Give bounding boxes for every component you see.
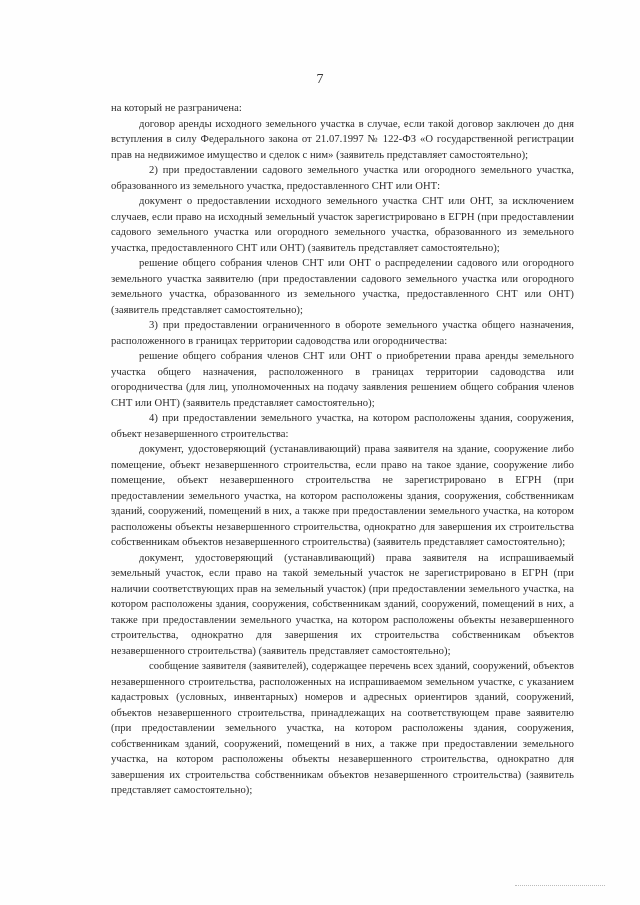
paragraph: документ, удостоверяющий (устанавливающий) права заявителя на испрашиваемый земельный участок, если право на такой земельный участок не зарегистрировано в ЕГРН (при наличии соответствующих прав на земельный участок) (при предоставлении земельного участка, на котором расположены здания, сооружения, собственникам зданий, сооружений, помещений в них, а также при предоставлении земельного участка, на котором расположены объекты незавершенного строительства, однократно для завершения их строительства собственникам объектов незавершенного строительства) (заявитель представляет самостоятельно); <box>111 552 574 657</box>
paragraph: решение общего собрания членов СНТ или ОНТ о распределении садового или огородного земельного участка заявителю (при предоставлении садового земельного участка или огородного земельного участка, образованного из земельного участка, предоставленного СНТ или ОНТ) (заявитель представляет самостоятельно); <box>111 258 574 316</box>
document-body <box>111 101 574 799</box>
paragraph: 2) при предоставлении садового земельного участка или огородного земельного участка, образованного из земельного участка, предоставленного СНТ или ОНТ: <box>111 165 574 192</box>
scan-artifact <box>515 885 605 890</box>
paragraph: договор аренды исходного земельного участка в случае, если такой договор заключен до дня вступления в силу Федерального закона от 21.07.1997 № 122-ФЗ «О государственной регистрации прав на недвижимое имущество и сделок с ним» (заявитель представляет самостоятельно); <box>111 118 574 161</box>
paragraph: 3) при предоставлении ограниченного в обороте земельного участка общего назначения, расположенного в границах территории садоводства или огородничества: <box>111 320 574 347</box>
paragraph: на который не разграничена: <box>111 103 242 114</box>
paragraph: 4) при предоставлении земельного участка, на котором расположены здания, сооружения, объект незавершенного строительства: <box>111 413 574 440</box>
paragraph: документ, удостоверяющий (устанавливающий) права заявителя на здание, сооружение либо помещение, объект незавершенного строительства, если право на такое здание, сооружение либо помещение, объект незавершенного строительства не зарегистрировано в ЕГРН (при предоставлении земельного участка, на котором расположены здания, сооружения, собственникам зданий, сооружений, помещений в них, а также при предоставлении земельного участка, на котором расположены объекты незавершенного строительства, однократно для завершения их строительства собственникам объектов незавершенного строительства) (заявитель представляет самостоятельно); <box>111 444 574 548</box>
paragraph: сообщение заявителя (заявителей), содержащее перечень всех зданий, сооружений, объектов незавершенного строительства, расположенных на испрашиваемом земельном участке, с указанием кадастровых (условных, инвентарных) номеров и адресных ориентиров зданий, сооружений, объектов незавершенного строительства, принадлежащих на соответствующем праве заявителю (при предоставлении земельного участка, на котором расположены здания, сооружения, собственникам зданий, сооружений, помещений в них, а также при предоставлении земельного участка, на котором расположены объекты незавершенного строительства, однократно для завершения их строительства собственникам объектов незавершенного строительства) (заявитель представляет самостоятельно); <box>111 661 574 796</box>
paragraph: решение общего собрания членов СНТ или ОНТ о приобретении права аренды земельного участка общего назначения, расположенного в границах территории садоводства или огородничества (для лиц, уполномоченных на подачу заявления решением общего собрания членов СНТ или ОНТ) (заявитель представляет самостоятельно); <box>111 351 574 409</box>
paragraph: документ о предоставлении исходного земельного участка СНТ или ОНТ, за исключением случаев, если право на исходный земельный участок зарегистрировано в ЕГРН (при предоставлении садового земельного участка или огородного земельного участка, образованного из земельного участка, предоставленного СНТ или ОНТ) (заявитель представляет самостоятельно); <box>111 196 574 254</box>
page-number: 7 <box>316 72 324 87</box>
